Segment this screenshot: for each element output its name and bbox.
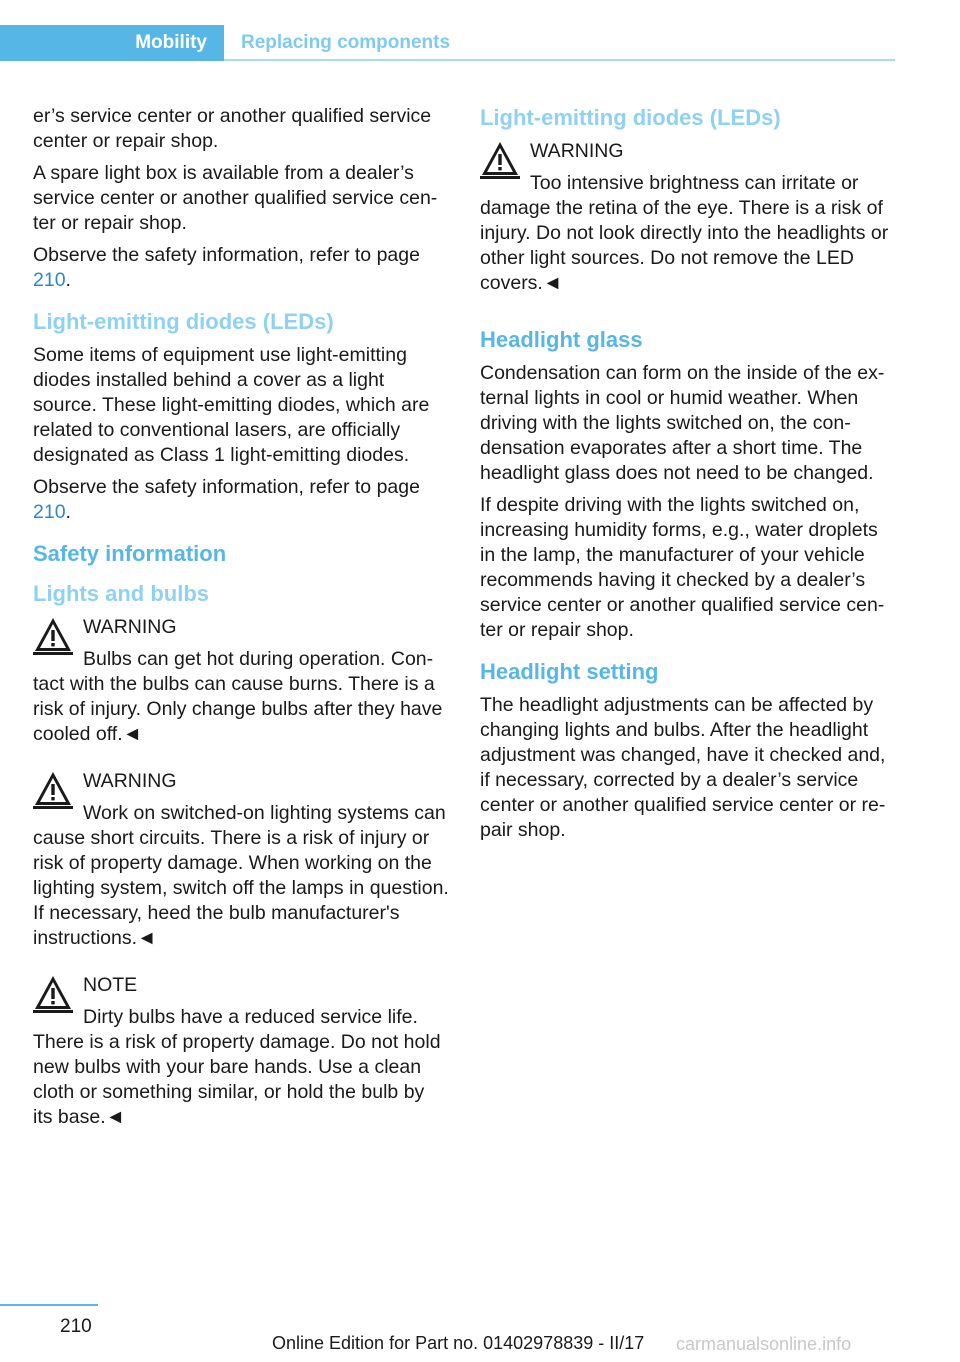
page-link[interactable]: 210	[33, 501, 66, 523]
footer-rule	[0, 1304, 98, 1306]
text: .	[65, 269, 71, 291]
paragraph	[33, 475, 449, 525]
paragraph: Condensation can form on the inside of the external lights in cool or humid weather. When driving with the lights switched on, the condensation evaporates after a short time. The headlight glass does not need to be changed.	[480, 362, 885, 484]
chapter-tab: Mobility	[0, 25, 224, 61]
edition-info: Online Edition for Part no. 01402978839 - II/17	[272, 1333, 645, 1353]
notice-label: NOTE	[83, 974, 138, 996]
paragraph: Some items of equipment use light-emitting diodes installed behind a cover as a light source. These light-emitting diodes, which are related to conventional lasers, are officially designated as Class 1 light-emitting diodes.	[33, 344, 430, 466]
notice-label: WARNING	[530, 140, 624, 162]
subsection-heading-headlight-setting: Headlight setting	[480, 659, 659, 684]
text: .	[65, 501, 71, 523]
section-title: Replacing components	[241, 32, 451, 53]
paragraph	[33, 243, 449, 293]
notice-text: Work on switched-on lighting systems can cause short circuits. There is a risk of injury or risk of property damage. When working on the lighting system, switch off the lamps in question. If necessary, heed the bulb manufacturer's instructions.◄	[33, 802, 449, 949]
warning-notice	[33, 769, 449, 951]
warning-notice	[33, 615, 449, 747]
notice-text: Too intensive brightness can irritate or damage the retina of the eye. There is a risk of injury. Do not look directly into the headlights or other light sources. Do not remove the LED covers.◄	[480, 172, 889, 294]
page-link[interactable]: 210	[33, 269, 66, 291]
paragraph: A spare light box is available from a dealer’s service center or another qualified service center or repair shop.	[33, 162, 438, 234]
warning-triangle-icon	[33, 973, 73, 1013]
subsection-heading-lights: Lights and bulbs	[33, 581, 209, 606]
note-notice	[33, 973, 449, 1130]
paragraph: The headlight adjustments can be affected by changing lights and bulbs. After the headlight adjustment was changed, have it checked and, if necessary, corrected by a dealer’s service center or another qualified service center or repair shop.	[480, 694, 886, 841]
warning-triangle-icon	[33, 615, 73, 655]
warning-notice	[480, 139, 896, 296]
paragraph: If despite driving with the lights switched on, increasing humidity forms, e.g., water droplets in the lamp, the manufacturer of your vehicle recommends having it checked by a dealer’s service center or another qualified service center or repair shop.	[480, 494, 885, 641]
right-column	[480, 104, 896, 850]
left-column	[33, 104, 449, 1152]
subsection-heading-headlight-glass: Headlight glass	[480, 327, 643, 352]
subsection-heading-leds: Light-emitting diodes (LEDs)	[33, 309, 334, 334]
warning-triangle-icon	[480, 139, 520, 179]
notice-text: Bulbs can get hot during operation. Contact with the bulbs can cause burns. There is a risk of injury. Only change bulbs after they have cooled off.◄	[33, 648, 443, 745]
notice-text: Dirty bulbs have a reduced service life. There is a risk of property damage. Do not hold new bulbs with your bare hands. Use a clean cloth or something similar, or hold the bulb by its base.◄	[33, 1006, 441, 1128]
subsection-heading-leds: Light-emitting diodes (LEDs)	[480, 105, 781, 130]
text: Observe the safety information, refer to page	[33, 244, 420, 266]
warning-triangle-icon	[33, 769, 73, 809]
notice-label: WARNING	[83, 616, 177, 638]
page-header	[0, 25, 895, 61]
paragraph: er’s service center or another qualified service center or repair shop.	[33, 105, 432, 152]
section-heading-safety: Safety information	[33, 541, 227, 566]
watermark: carmanualsonline.info	[676, 1334, 852, 1354]
notice-label: WARNING	[83, 770, 177, 792]
page-number: 210	[60, 1316, 92, 1337]
text: Observe the safety information, refer to page	[33, 476, 420, 498]
